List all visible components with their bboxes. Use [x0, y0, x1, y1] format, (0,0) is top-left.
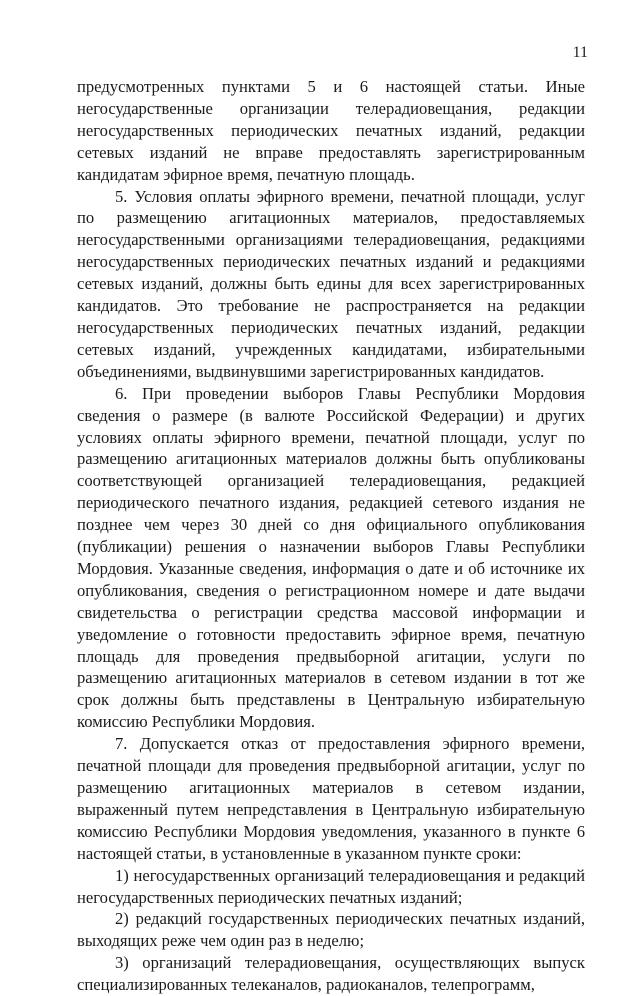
paragraph-clause-6: 6. При проведении выборов Главы Республики Мордовия сведения о размере (в валюте Российской Федерации) и других условиях оплаты эфирного времени, печатной площади, услуг по размещению агитационных материалов должны быть опубликованы соответствующей организацией телерадиовещания, редакцией периодического печатного издания, редакцией сетевого издания не позднее чем через 30 дней со дня официального опубликования (публикации) решения о назначении выборов Главы Республики Мордовия. Указанные сведения, информация о дате и об источнике их опубликования, сведения о регистрационном номере и дате выдачи свидетельства о регистрации средства массовой информации и уведомление о готовности предоставить эфирное время, печатную площадь для проведения предвыборной агитации, услуги по размещению агитационных материалов в сетевом издании в тот же срок должны быть представлены в Центральную избирательную комиссию Республики Мордовия. [77, 383, 585, 732]
list-item-3: 3) организаций телерадиовещания, осуществляющих выпуск специализированных телеканалов, радиоканалов, телепрограмм, [77, 953, 585, 995]
paragraph-clause-5: 5. Условия оплаты эфирного времени, печатной площади, услуг по размещению агитационных материалов, предоставляемых негосударственными организациями телерадиовещания, редакциями негосударственных периодических печатных изданий и редакциями сетевых изданий, должны быть едины для всех зарегистрированных кандидатов. Это требование не распространяется на редакции негосударственных периодических печатных изданий, редакции сетевых изданий, учрежденных кандидатами, избирательными объединениями, выдвинувшими зарегистрированных кандидатов. [77, 186, 585, 381]
page-number: 11 [572, 44, 588, 61]
document-body [77, 76, 585, 996]
list-item-1: 1) негосударственных организаций телерадиовещания и редакций негосударственных периодических печатных изданий; [77, 865, 585, 907]
list-item-2: 2) редакций государственных периодических печатных изданий, выходящих реже чем один раз в неделю; [77, 909, 585, 951]
paragraph-clause-7: 7. Допускается отказ от предоставления эфирного времени, печатной площади для проведения предвыборной агитации, услуг по размещению агитационных материалов в сетевом издании, выраженный путем непредставления в Центральную избирательную комиссию Республики Мордовия уведомления, указанного в пункте 6 настоящей статьи, в установленные в указанном пункте сроки: [77, 734, 585, 863]
paragraph-continuation: предусмотренных пунктами 5 и 6 настоящей статьи. Иные негосударственные организации телерадиовещания, редакции негосударственных периодических печатных изданий, редакции сетевых изданий не вправе предоставлять зарегистрированным кандидатам эфирное время, печатную площадь. [77, 77, 585, 184]
